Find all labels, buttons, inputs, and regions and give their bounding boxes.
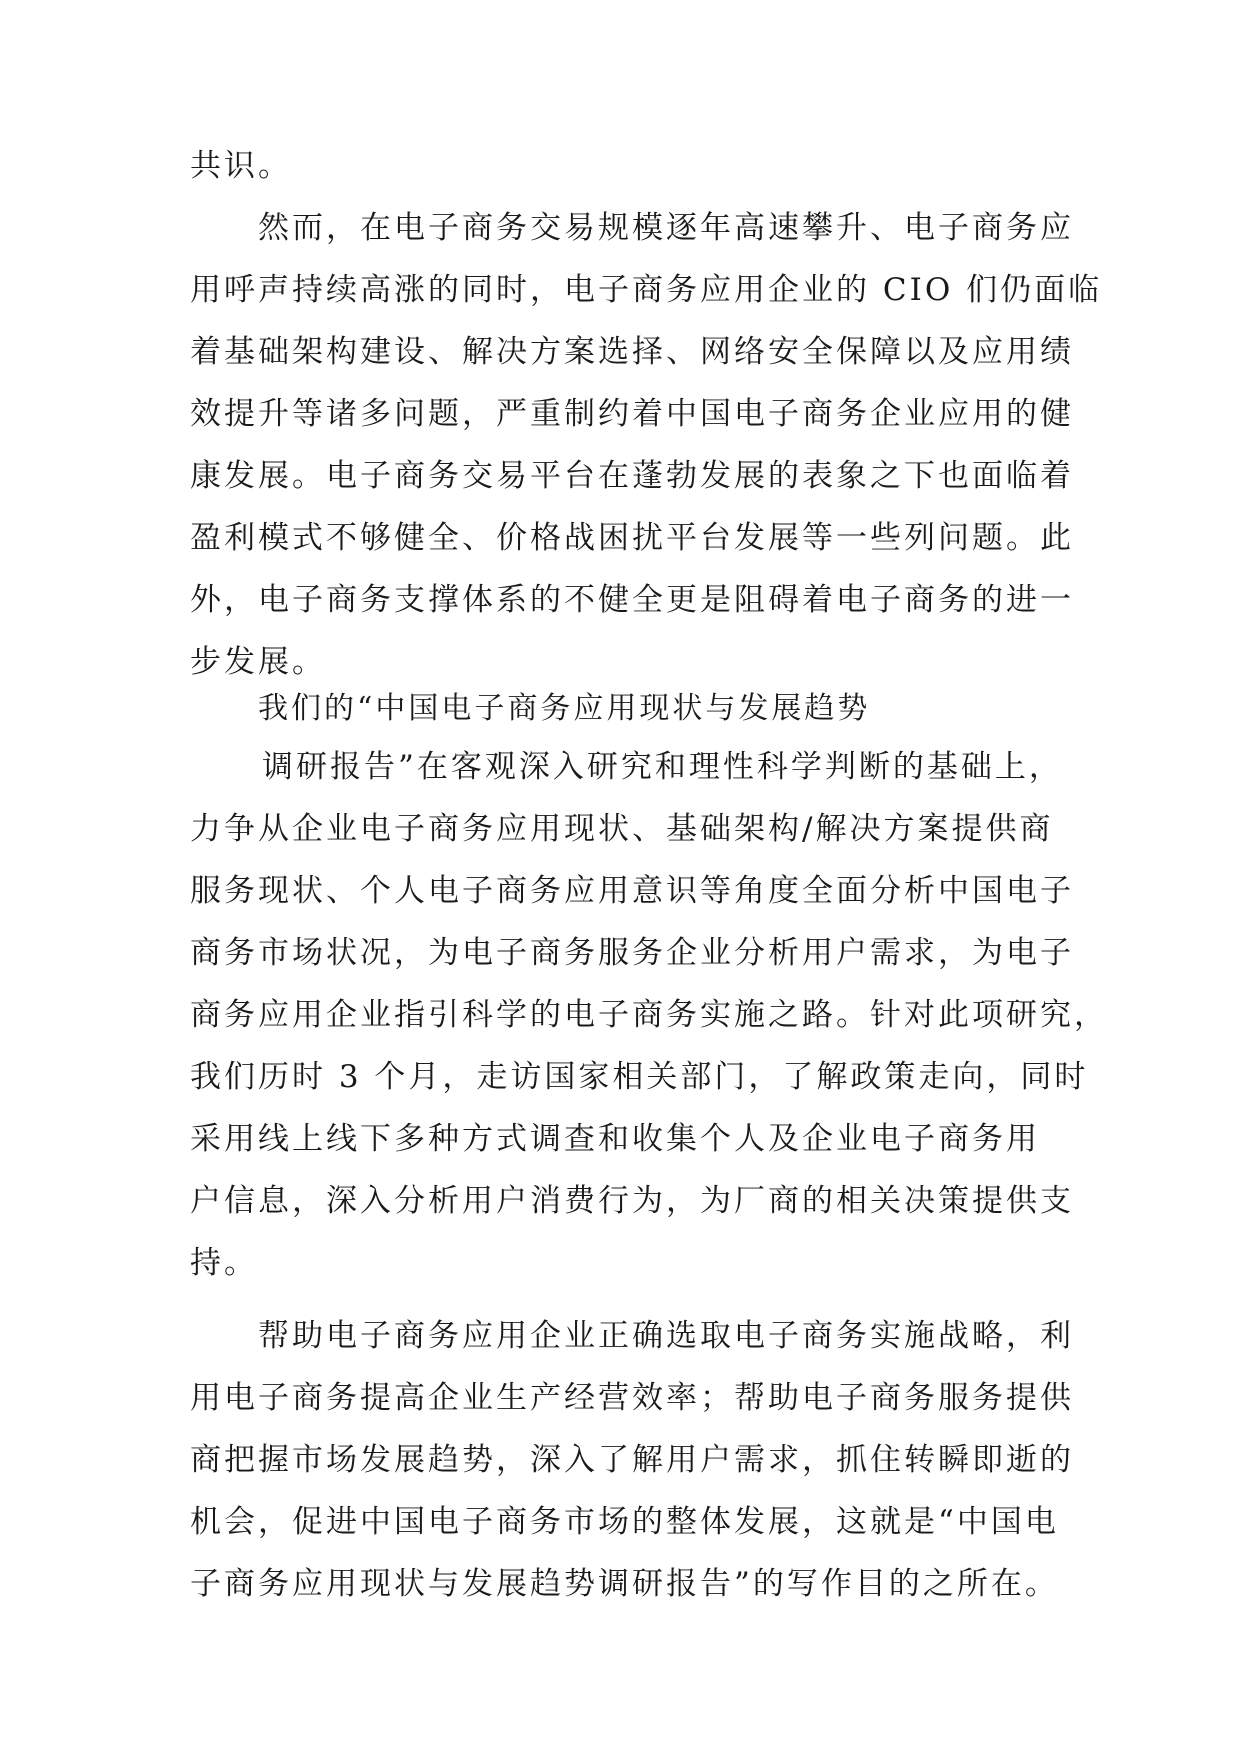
text-line: 用呼声持续高涨的同时，电子商务应用企业的 CIO 们仍面临 (190, 272, 1103, 308)
text-line: 康发展。电子商务交易平台在蓬勃发展的表象之下也面临着 (190, 458, 1074, 494)
text-line: 帮助电子商务应用企业正确选取电子商务实施战略，利 (258, 1318, 1074, 1354)
text-line: 着基础架构建设、解决方案选择、网络安全保障以及应用绩 (190, 334, 1074, 370)
text-line: 力争从企业电子商务应用现状、基础架构/解决方案提供商 (190, 811, 1054, 847)
text-line: 调研报告”在客观深入研究和理性科学判断的基础上， (262, 749, 1063, 785)
text-line: 步发展。 (190, 644, 326, 680)
text-line: 服务现状、个人电子商务应用意识等角度全面分析中国电子 (190, 873, 1074, 909)
text-line: 商把握市场发展趋势，深入了解用户需求，抓住转瞬即逝的 (190, 1442, 1074, 1478)
text-line: 效提升等诸多问题，严重制约着中国电子商务企业应用的健 (190, 396, 1074, 432)
text-line: 商务应用企业指引科学的电子商务实施之路。针对此项研究， (190, 997, 1108, 1033)
text-line: 采用线上线下多种方式调查和收集个人及企业电子商务用 (190, 1121, 1040, 1157)
text-line: 子商务应用现状与发展趋势调研报告”的写作目的之所在。 (190, 1566, 1059, 1602)
text-line: 用电子商务提高企业生产经营效率；帮助电子商务服务提供 (190, 1380, 1074, 1416)
text-line: 机会，促进中国电子商务市场的整体发展，这就是“中国电 (190, 1504, 1059, 1540)
text-line: 外，电子商务支撑体系的不健全更是阻碍着电子商务的进一 (190, 582, 1074, 618)
text-line: 我们的“中国电子商务应用现状与发展趋势 (258, 691, 871, 726)
text-line: 商务市场状况，为电子商务服务企业分析用户需求，为电子 (190, 935, 1074, 971)
text-line: 我们历时 3 个月，走访国家相关部门，了解政策走向，同时 (190, 1059, 1089, 1095)
text-line: 共识。 (190, 148, 292, 184)
text-line: 户信息，深入分析用户消费行为，为厂商的相关决策提供支 (190, 1183, 1074, 1219)
text-line: 然而，在电子商务交易规模逐年高速攀升、电子商务应 (258, 210, 1074, 246)
text-line: 盈利模式不够健全、价格战困扰平台发展等一些列问题。此 (190, 520, 1074, 556)
text-line: 持。 (190, 1245, 258, 1281)
